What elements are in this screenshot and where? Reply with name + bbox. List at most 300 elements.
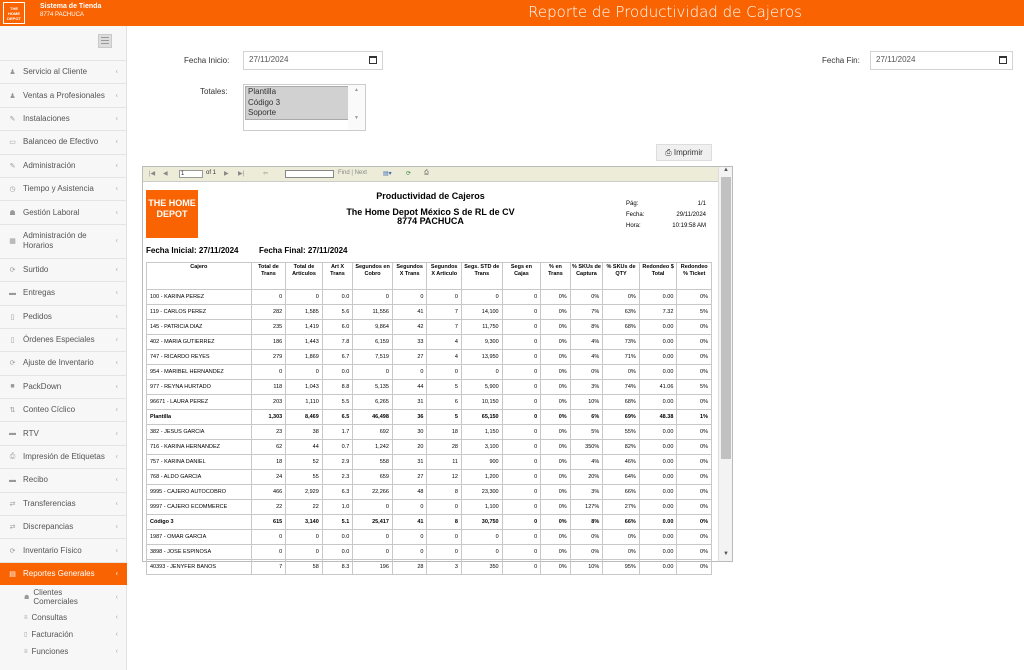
table-cell: 0% — [541, 530, 570, 545]
table-cell: 1,303 — [251, 410, 286, 425]
table-cell: 0 — [392, 530, 427, 545]
chevron-left-icon: ‹ — [115, 547, 118, 555]
table-cell: 4% — [570, 335, 603, 350]
table-cell: 0 — [502, 350, 541, 365]
print-icon[interactable]: ⎙ — [424, 170, 429, 176]
table-cell: 20% — [570, 470, 603, 485]
chevron-left-icon: ‹ — [115, 648, 118, 656]
table-cell: 1,242 — [353, 440, 393, 455]
table-cell: 40393 - JENYFER BANOS — [147, 560, 252, 575]
table-cell: 0 — [286, 530, 323, 545]
table-row — [147, 395, 712, 410]
totales-multiselect[interactable] — [243, 84, 366, 131]
table-cell: 350% — [570, 440, 603, 455]
table-cell: 0% — [541, 470, 570, 485]
table-cell: 5% — [677, 380, 712, 395]
table-cell: 692 — [353, 425, 393, 440]
table-cell: 0 — [286, 545, 323, 560]
table-cell: 2,929 — [286, 485, 323, 500]
table-cell: 954 - MARIBEL HERNANDEZ — [147, 365, 252, 380]
table-cell: 0% — [677, 395, 712, 410]
table-cell: 0 — [502, 335, 541, 350]
hora-label: Hora: — [626, 223, 641, 229]
table-cell: 0.00 — [639, 560, 677, 575]
subtotal-row — [147, 410, 712, 425]
column-header: Segs en Cajas — [502, 263, 541, 290]
table-cell: 0% — [541, 335, 570, 350]
listbox-scrollbar[interactable]: ▲ ▼ — [348, 85, 365, 130]
table-cell: 6,159 — [353, 335, 393, 350]
table-cell: 0.00 — [639, 515, 677, 530]
table-cell: 1% — [677, 410, 712, 425]
column-header: % en Trans — [541, 263, 570, 290]
table-cell: 0% — [570, 545, 603, 560]
table-cell: 0% — [677, 485, 712, 500]
sidebar-item-label: Instalaciones — [23, 113, 70, 123]
table-cell: 757 - KARINA DANIEL — [147, 455, 252, 470]
sidebar-subitem-label: Consultas — [31, 613, 68, 623]
table-cell: 11 — [427, 455, 462, 470]
table-cell: 0 — [502, 380, 541, 395]
table-cell: 31 — [392, 455, 427, 470]
truck-icon: ▬ — [9, 430, 16, 438]
table-cell: 8 — [427, 485, 462, 500]
page-count: of 1 — [206, 170, 217, 176]
refresh-icon: ⟳ — [9, 266, 16, 274]
table-cell: 12 — [427, 470, 462, 485]
table-cell: 119 - CARLOS PEREZ — [147, 305, 252, 320]
fecha-inicio-field[interactable]: 27/11/2024 — [243, 51, 383, 70]
column-header: Segundos X Trans — [392, 263, 427, 290]
table-cell: 0% — [541, 320, 570, 335]
table-cell: 3,100 — [461, 440, 502, 455]
table-cell: 3 — [427, 560, 462, 575]
table-cell: 0 — [502, 470, 541, 485]
chevron-left-icon: ‹ — [115, 570, 118, 578]
sidebar-item-label: Administración — [23, 160, 76, 170]
table-cell: 0% — [677, 365, 712, 380]
chevron-left-icon: ‹ — [115, 614, 118, 622]
hora-value: 10:19:58 AM — [672, 223, 706, 229]
sidebar-item[interactable] — [0, 492, 127, 515]
table-cell: 13,950 — [461, 350, 502, 365]
table-cell: 0 — [461, 290, 502, 305]
table-cell: 6.0 — [322, 320, 352, 335]
list-icon: ≡ — [24, 614, 28, 621]
table-cell: 24 — [251, 470, 286, 485]
table-cell: 7% — [570, 305, 603, 320]
table-cell: 0 — [502, 320, 541, 335]
chevron-left-icon: ‹ — [115, 313, 118, 321]
table-cell: Plantilla — [147, 410, 252, 425]
fecha-value: 29/11/2024 — [676, 212, 706, 218]
table-cell: 3% — [570, 380, 603, 395]
table-cell: 0% — [541, 350, 570, 365]
find-next-link[interactable]: Find | Next — [338, 170, 367, 176]
table-cell: 0 — [502, 365, 541, 380]
refresh-icon: ⟳ — [9, 360, 16, 368]
column-header: Total de Trans — [251, 263, 286, 290]
table-cell: 6.3 — [322, 485, 352, 500]
column-header: Segundos en Cobro — [353, 263, 393, 290]
chevron-left-icon: ‹ — [115, 68, 118, 76]
table-cell: 196 — [353, 560, 393, 575]
table-cell: 7 — [427, 305, 462, 320]
table-cell: 0% — [677, 335, 712, 350]
table-cell: 10% — [570, 395, 603, 410]
table-cell: 0% — [541, 425, 570, 440]
truck-icon: ▬ — [9, 476, 16, 484]
table-cell: 18 — [427, 425, 462, 440]
table-row — [147, 455, 712, 470]
sidebar-item[interactable] — [0, 398, 127, 421]
home-depot-logo[interactable]: THE HOME DEPOT — [3, 2, 25, 24]
table-cell: 8% — [570, 320, 603, 335]
table-cell: 0% — [541, 365, 570, 380]
table-cell: 73% — [603, 335, 640, 350]
sidebar-item-label: Administración de Horarios — [23, 231, 87, 251]
print-button[interactable]: ⎙ Imprimir — [656, 144, 712, 161]
table-cell: 0 — [502, 485, 541, 500]
table-cell: 0 — [427, 545, 462, 560]
table-cell: 5% — [570, 425, 603, 440]
table-cell: 0.00 — [639, 545, 677, 560]
chevron-left-icon: ‹ — [115, 162, 118, 170]
sidebar-item[interactable] — [0, 445, 127, 468]
fecha-fin-field[interactable]: 27/11/2024 — [870, 51, 1013, 70]
table-cell: 900 — [461, 455, 502, 470]
sidebar-subitem[interactable] — [0, 585, 127, 609]
totales-option[interactable]: Soporte — [248, 108, 277, 117]
table-cell: 1,419 — [286, 320, 323, 335]
table-cell: 0 — [392, 290, 427, 305]
table-cell: 0% — [677, 530, 712, 545]
totales-option[interactable]: Plantilla — [248, 87, 277, 96]
sidebar-item[interactable] — [0, 468, 127, 491]
table-cell: 1.7 — [322, 425, 352, 440]
sidebar-item[interactable] — [0, 130, 127, 153]
table-cell: 0% — [603, 290, 640, 305]
table-cell: 0% — [677, 470, 712, 485]
sidebar-item-label: Surtido — [23, 264, 49, 274]
clock-icon: ◷ — [9, 186, 16, 194]
chevron-left-icon: ‹ — [115, 266, 118, 274]
chart-icon: ▤ — [9, 571, 16, 578]
chevron-left-icon: ‹ — [115, 430, 118, 438]
table-cell: 74% — [603, 380, 640, 395]
chevron-left-icon: ‹ — [115, 593, 118, 601]
table-cell: 0% — [541, 515, 570, 530]
table-cell: 96671 - LAURA PEREZ — [147, 395, 252, 410]
page-title: Reporte de Productividad de Cajeros — [528, 3, 802, 21]
sidebar-item-label: Gestión Laboral — [23, 207, 80, 217]
table-cell: 4% — [570, 455, 603, 470]
table-cell: 0% — [541, 410, 570, 425]
sidebar-item[interactable] — [0, 224, 127, 258]
file-icon: ▯ — [10, 337, 15, 345]
sidebar-item-label: Conteo Cíclico — [23, 405, 76, 415]
export-icon[interactable]: ▤▾ — [383, 171, 392, 177]
sort-icon: ⇅ — [9, 407, 16, 415]
table-cell: 8.8 — [322, 380, 352, 395]
sidebar-menu — [0, 60, 127, 660]
table-cell: 6 — [427, 395, 462, 410]
table-cell: 0.00 — [639, 365, 677, 380]
table-cell: 186 — [251, 335, 286, 350]
table-cell: 0% — [677, 455, 712, 470]
table-cell: 22,266 — [353, 485, 393, 500]
table-cell: 20 — [392, 440, 427, 455]
table-cell: 0 — [502, 545, 541, 560]
table-cell: 18 — [251, 455, 286, 470]
table-cell: 0% — [677, 560, 712, 575]
table-cell: 23,300 — [461, 485, 502, 500]
table-cell: 0 — [427, 500, 462, 515]
top-bar — [0, 0, 1024, 26]
report-company: The Home Depot México S de RL de CV — [346, 207, 515, 217]
sidebar-item[interactable] — [0, 281, 127, 304]
table-cell: 8.3 — [322, 560, 352, 575]
file-icon: ▯ — [10, 313, 15, 321]
table-cell: 22 — [251, 500, 286, 515]
report-scrollbar[interactable] — [718, 167, 732, 561]
report-title: Productividad de Cajeros — [376, 191, 485, 201]
table-cell: 1,200 — [461, 470, 502, 485]
table-cell: 0 — [502, 455, 541, 470]
table-cell: 10,150 — [461, 395, 502, 410]
table-cell: 0 — [392, 365, 427, 380]
table-cell: 28 — [392, 560, 427, 575]
scroll-down-icon[interactable]: ▼ — [723, 551, 729, 557]
table-cell: 0 — [427, 530, 462, 545]
chevron-left-icon: ‹ — [115, 92, 118, 100]
refresh-icon: ⟳ — [9, 547, 16, 555]
table-cell: 1,869 — [286, 350, 323, 365]
table-cell: 1,443 — [286, 335, 323, 350]
table-cell: 0 — [502, 425, 541, 440]
table-cell: 0% — [541, 545, 570, 560]
sidebar-item[interactable] — [0, 375, 127, 398]
sidebar-item[interactable] — [0, 177, 127, 200]
table-cell: 66% — [603, 515, 640, 530]
table-cell: 0 — [251, 365, 286, 380]
calendar-icon[interactable] — [369, 56, 377, 64]
sidebar-item-label: RTV — [23, 428, 39, 438]
first-page-icon[interactable]: |◀ — [149, 171, 156, 177]
table-cell: 0% — [541, 485, 570, 500]
table-cell: 0 — [251, 530, 286, 545]
table-cell: 0 — [353, 290, 393, 305]
print-icon: ⎙ — [665, 148, 672, 157]
table-cell: 5,135 — [353, 380, 393, 395]
table-cell: 66% — [603, 485, 640, 500]
table-cell: 1,100 — [461, 500, 502, 515]
table-cell: 282 — [251, 305, 286, 320]
sidebar-item[interactable] — [0, 305, 127, 328]
table-cell: 0 — [392, 500, 427, 515]
table-cell: 0% — [603, 365, 640, 380]
table-cell: 25,417 — [353, 515, 393, 530]
totales-option[interactable]: Código 3 — [248, 97, 281, 107]
table-cell: 1,043 — [286, 380, 323, 395]
table-row — [147, 530, 712, 545]
table-cell: 46,498 — [353, 410, 393, 425]
table-cell: 4% — [570, 350, 603, 365]
scroll-up-icon[interactable]: ▲ — [723, 167, 729, 173]
table-cell: 9995 - CAJERO AUTOCOBRO — [147, 485, 252, 500]
table-cell: 0 — [251, 545, 286, 560]
table-cell: 0% — [677, 440, 712, 455]
table-cell: 44 — [392, 380, 427, 395]
sidebar-item-label: Impresión de Etiquetas — [23, 452, 105, 462]
table-cell: 0 — [502, 395, 541, 410]
chevron-left-icon: ‹ — [115, 289, 118, 297]
table-cell: 11,556 — [353, 305, 393, 320]
users-icon: ☗ — [24, 594, 30, 601]
fecha-inicio-label: Fecha Inicio: — [184, 56, 230, 65]
exchange-icon: ⇄ — [9, 500, 16, 508]
report-page — [143, 182, 718, 570]
table-cell: 0.00 — [639, 350, 677, 365]
table-row — [147, 290, 712, 305]
prev-page-icon[interactable]: ◀ — [163, 171, 168, 177]
table-cell: 1,110 — [286, 395, 323, 410]
table-cell: 0% — [677, 350, 712, 365]
table-cell: 0 — [502, 290, 541, 305]
report-store: 8774 PACHUCA — [397, 216, 464, 226]
table-cell: 5 — [427, 410, 462, 425]
table-cell: 68% — [603, 320, 640, 335]
table-cell: 6% — [570, 410, 603, 425]
table-cell: 8% — [570, 515, 603, 530]
scroll-thumb[interactable] — [721, 177, 731, 459]
chevron-left-icon: ‹ — [115, 453, 118, 461]
report-viewer — [142, 166, 733, 570]
sidebar-item[interactable] — [0, 515, 127, 538]
sidebar-item[interactable] — [0, 200, 127, 223]
table-row — [147, 320, 712, 335]
print-icon: ⎙ — [9, 453, 16, 461]
table-cell: 3898 - JOSE ESPINOSA — [147, 545, 252, 560]
table-cell: 0% — [570, 530, 603, 545]
sidebar-item[interactable] — [0, 328, 127, 351]
table-cell: 0.0 — [322, 530, 352, 545]
table-cell: 615 — [251, 515, 286, 530]
column-header: Segs. STD de Trans — [461, 263, 502, 290]
table-cell: 7 — [427, 320, 462, 335]
sidebar-item[interactable] — [0, 60, 127, 83]
sidebar-item[interactable] — [0, 154, 127, 177]
table-cell: 0 — [353, 500, 393, 515]
calendar-icon[interactable] — [999, 56, 1007, 64]
chevron-left-icon: ‹ — [115, 383, 118, 391]
productivity-table — [146, 262, 712, 575]
chevron-left-icon: ‹ — [115, 631, 118, 639]
wrench-icon: ✎ — [9, 115, 16, 123]
table-cell: 0.00 — [639, 425, 677, 440]
money-icon: ▭ — [9, 139, 16, 147]
table-row — [147, 440, 712, 455]
next-page-icon[interactable]: ▶ — [224, 171, 229, 177]
exchange-icon: ⇄ — [9, 524, 16, 532]
sidebar-item[interactable] — [0, 538, 127, 561]
home-depot-logo: THE HOME DEPOT — [146, 190, 198, 238]
table-cell: 1.0 — [322, 500, 352, 515]
table-cell: 38 — [286, 425, 323, 440]
table-cell: 716 - KARINA HERNANDEZ — [147, 440, 252, 455]
table-cell: 0% — [541, 290, 570, 305]
table-cell: 558 — [353, 455, 393, 470]
table-cell: 65,150 — [461, 410, 502, 425]
table-cell: 0 — [286, 290, 323, 305]
table-cell: 64% — [603, 470, 640, 485]
table-cell: 382 - JESUS GARCIA — [147, 425, 252, 440]
subtotal-row — [147, 515, 712, 530]
sidebar-toggle-button[interactable] — [98, 34, 112, 48]
refresh-icon[interactable]: ⟳ — [406, 171, 412, 177]
table-cell: 203 — [251, 395, 286, 410]
table-cell: 0 — [286, 365, 323, 380]
sidebar-item[interactable] — [0, 351, 127, 374]
table-cell: 0.00 — [639, 320, 677, 335]
sidebar-subitem[interactable] — [0, 643, 127, 660]
table-row — [147, 545, 712, 560]
store-code: 8774 PACHUCA — [40, 12, 84, 18]
sidebar-item[interactable] — [0, 421, 127, 444]
chevron-left-icon: ‹ — [115, 359, 118, 367]
sidebar-item[interactable] — [0, 107, 127, 130]
back-icon[interactable]: ⇦ — [263, 171, 269, 177]
find-input[interactable] — [285, 170, 334, 178]
table-cell: 0 — [353, 530, 393, 545]
sidebar-subitem[interactable] — [0, 609, 127, 626]
sidebar-item[interactable] — [0, 562, 127, 585]
table-cell: 0 — [461, 530, 502, 545]
table-cell: 22 — [286, 500, 323, 515]
table-cell: 41 — [392, 515, 427, 530]
table-cell: 62 — [251, 440, 286, 455]
table-row — [147, 350, 712, 365]
table-cell: 9,864 — [353, 320, 393, 335]
table-cell: 6.5 — [322, 410, 352, 425]
table-cell: 0.00 — [639, 290, 677, 305]
sidebar-item[interactable] — [0, 258, 127, 281]
table-cell: 0 — [502, 530, 541, 545]
chevron-left-icon: ‹ — [115, 185, 118, 193]
last-page-icon[interactable]: ▶| — [238, 171, 245, 177]
sidebar-subitem[interactable] — [0, 626, 127, 643]
sidebar-item-label: Ajuste de Inventario — [23, 358, 94, 368]
table-cell: 0 — [353, 545, 393, 560]
table-cell: 69% — [603, 410, 640, 425]
table-cell: 8,469 — [286, 410, 323, 425]
page-number-input[interactable]: 1 — [179, 170, 203, 178]
column-header: Total de Artículos — [286, 263, 323, 290]
table-cell: 0.00 — [639, 395, 677, 410]
table-cell: 63% — [603, 305, 640, 320]
users-icon: ☗ — [9, 209, 16, 217]
sidebar-item-label: Entregas — [23, 288, 56, 298]
table-cell: 9997 - CAJERO ECOMMERCE — [147, 500, 252, 515]
table-cell: 27% — [603, 500, 640, 515]
table-cell: 42 — [392, 320, 427, 335]
table-cell: 14,100 — [461, 305, 502, 320]
fecha-label: Fecha: — [626, 212, 645, 218]
fecha-final: Fecha Final: 27/11/2024 — [259, 246, 348, 255]
list-icon: ≡ — [24, 648, 28, 655]
sidebar-item[interactable] — [0, 83, 127, 106]
table-cell: 466 — [251, 485, 286, 500]
